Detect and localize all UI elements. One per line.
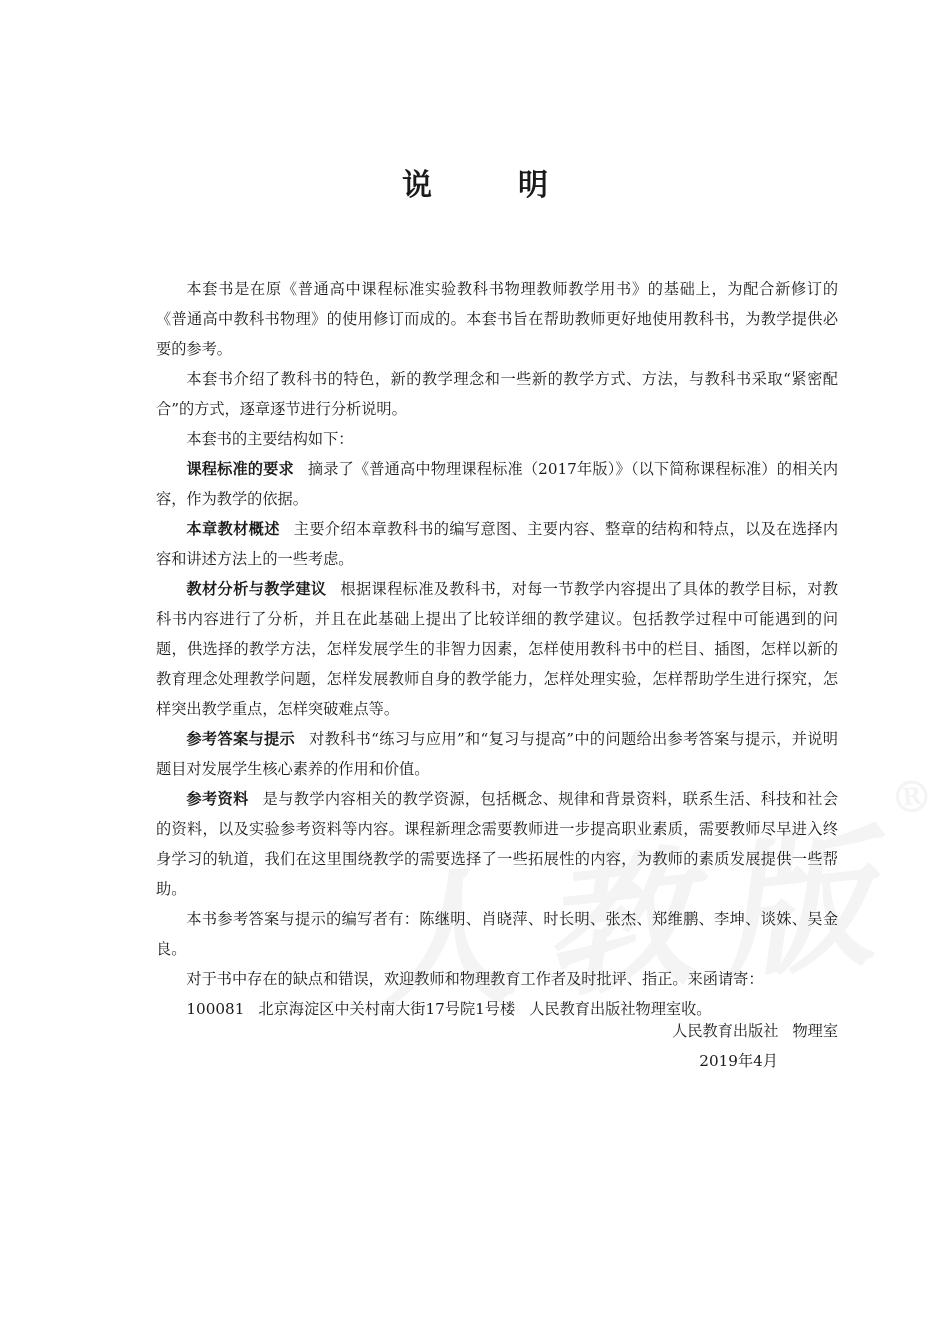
department-name: 物理室: [792, 1022, 838, 1040]
structure-intro-paragraph: 本套书的主要结构如下：: [186, 430, 354, 448]
section-references: [156, 784, 838, 904]
document-body: [156, 274, 838, 1024]
section-overview-text: 主要介绍本章教科书的编写意图、主要内容、整章的结构和特点，以及在选择内容和讲述方法上的一些考虑。: [156, 520, 839, 568]
section-standards-text: 摘录了《普通高中物理课程标准（2017年版）》（以下简称课程标准）的相关内容，作为教学的依据。: [156, 460, 839, 508]
section-standards-term: 课程标准的要求: [186, 460, 294, 478]
section-answers: [156, 724, 838, 784]
publisher-name: 人民教育出版社: [672, 1022, 779, 1040]
registered-mark: [887, 770, 936, 825]
postal-code: 100081: [186, 1000, 245, 1018]
signature-date: 2019年4月: [699, 1052, 778, 1070]
recipient: 人民教育出版社物理室: [529, 1000, 682, 1018]
intro-paragraph: 本套书是在原《普通高中课程标准实验教科书物理教师教学用书》的基础上，为配合新修订的《普通高中教科书物理》的使用修订而成的。本套书旨在帮助教师更好地使用教科书，为教学提供必要的参考。: [156, 280, 838, 358]
page-title: 说 明: [402, 168, 576, 203]
section-overview: [156, 514, 838, 574]
recipient-suffix: 收。: [681, 1000, 712, 1018]
section-analysis-text: 根据课程标准及教科书，对每一节教学内容提出了具体的教学目标，对教科书内容进行了分析，并且在此基础上提出了比较详细的教学建议。包括教学过程中可能遇到的问题，供选择的教学方法，怎样发展学生的非智力因素，怎样使用教科书中的栏目、插图，怎样以新的教育理念处理教学问题，怎样发展教师自身的教学能力，怎样处理实验，怎样帮助学生进行探究，怎样突出教学重点，怎样突破难点等。: [156, 580, 839, 718]
section-references-text: 是与教学内容相关的教学资源，包括概念、规律和背景资料，联系生活、科技和社会的资料，以及实验参考资料等内容。课程新理念需要教师进一步提高职业素质，需要教师尽早进入终身学习的轨道，我们在这里围绕教学的需要选择了一些拓展性的内容，为教师的素质发展提供一些帮助。: [156, 790, 839, 898]
section-references-term: 参考资料: [186, 790, 249, 808]
signature-block: [672, 1016, 838, 1076]
signature-org: [672, 1016, 838, 1046]
section-analysis: [156, 574, 838, 724]
section-overview-term: 本章教材概述: [186, 520, 280, 538]
feedback-paragraph: 对于书中存在的缺点和错误，欢迎教师和物理教育工作者及时批评、指正。来函请寄：: [186, 970, 764, 988]
features-paragraph: 本套书介绍了教科书的特色，新的教学理念和一些新的教学方式、方法，与教科书采取“紧密配合”的方式，逐章逐节进行分析说明。: [156, 370, 838, 418]
section-standards: [156, 454, 838, 514]
authors-paragraph: 本书参考答案与提示的编写者有：陈继明、肖晓萍、时长明、张杰、郑维鹏、李坤、谈姝、吴金良。: [156, 910, 838, 958]
section-answers-term: 参考答案与提示: [186, 730, 296, 748]
section-answers-text: 对教科书“练习与应用”和“复习与提高”中的问题给出参考答案与提示，并说明题目对发展学生核心素养的作用和价值。: [156, 730, 838, 778]
section-analysis-term: 教材分析与教学建议: [186, 580, 327, 598]
street-address: 北京海淀区中关村南大街17号院1号楼: [258, 1000, 516, 1018]
